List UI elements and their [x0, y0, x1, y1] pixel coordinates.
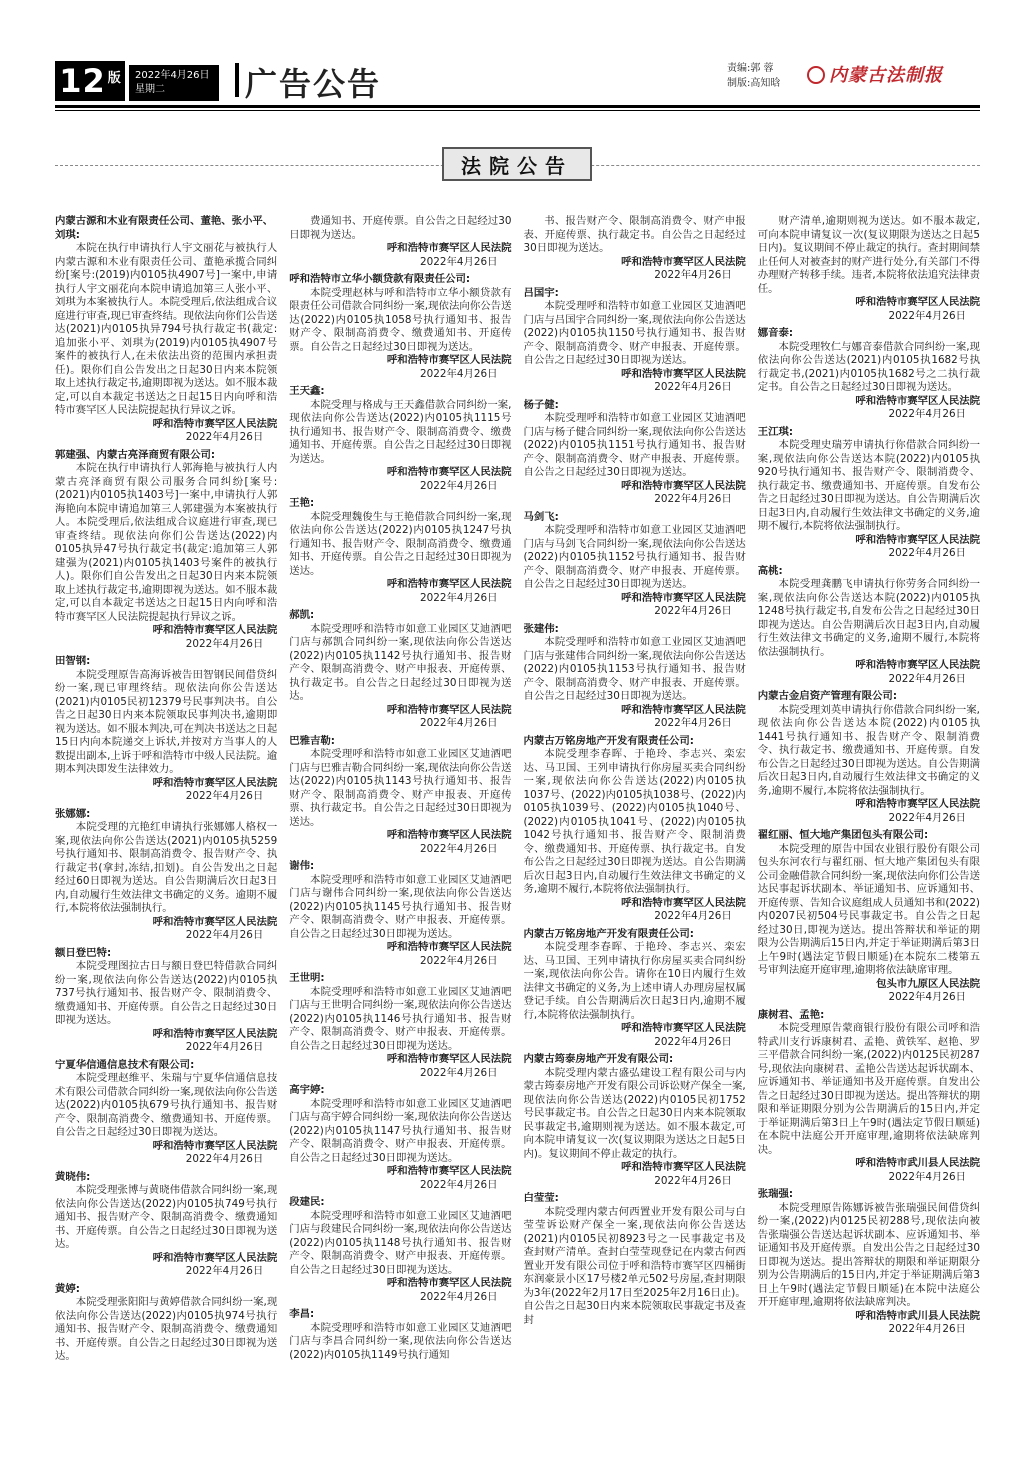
notice-addressee: 郭建强、内蒙古亮泽商贸有限公司: — [55, 448, 216, 461]
notice-date: 2022年4月26日 — [654, 1174, 732, 1187]
court-notice — [55, 655, 277, 804]
banner-title: 法院公告 — [442, 147, 592, 181]
notice-body: 本院受理牧仁与娜音泰借款合同纠纷一案,现依法向你公告送达(2021)内0105执1682号执行裁定书,(2021)内0105执1682号之二执行裁定书。自公告之日起经过30日即视为送达。 — [757, 340, 980, 393]
notice-addressee: 张娜娜: — [55, 807, 91, 820]
notice-date: 2022年4月26日 — [185, 790, 264, 802]
notice-addressee: 内蒙古金启资产管理有限公司: — [757, 690, 897, 702]
notice-addressee: 张瑞强: — [757, 1188, 794, 1200]
notice-date: 2022年4月26日 — [654, 269, 732, 281]
notice-date: 2022年4月26日 — [420, 1178, 498, 1191]
issue-date-block — [129, 65, 219, 101]
court-notice — [758, 1009, 980, 1185]
notice-column — [524, 215, 746, 1480]
notice-date: 2022年4月26日 — [888, 547, 966, 559]
court-notice — [55, 449, 277, 652]
notice-body: 费通知书、开庭传票。自公告之日起经过30日即视为送达。 — [289, 215, 512, 241]
court-notice — [524, 399, 746, 507]
notice-date: 2022年4月26日 — [420, 255, 498, 268]
notice-court: 呼和浩特市赛罕区人民法院 — [152, 1139, 278, 1152]
notice-body: 本院受理赵维平、朱瑞与宁夏华信通信息技术有限公司借款合同纠纷一案,现依法向你公告送达(2022)内0105执679号执行通知书、报告财产令、限制高消费令、缴费通知书、开庭传票。自公告之日起经过30日即视为送达。 — [55, 1072, 278, 1138]
editor-credits — [727, 61, 780, 91]
notice-body: 本院受理原告陈娜诉被告张瑞强民间借贷纠纷一案,(2022)内0125民初288号,现依法向被告张瑞强公告送达起诉状副本、应诉通知书、举证通知书及开庭传票。自发出公告之日起经过30日即视为送达。提出答辩状的期限和举证期限分别为公告期满后的15日内,并定于举证期满后第3日上午9时(遇法定节假日顺延)在本院中法庭公开开庭审理,逾期将依法缺席判决。 — [757, 1201, 980, 1308]
notice-date: 2022年4月26日 — [420, 717, 498, 729]
notice-column — [55, 215, 277, 1480]
notice-court: 呼和浩特市赛罕区人民法院 — [855, 659, 980, 671]
notice-addressee: 呼和浩特市立华小额贷款有限责任公司: — [289, 273, 471, 285]
court-notice — [758, 215, 980, 323]
notice-date: 2022年4月26日 — [654, 605, 732, 617]
notice-court: 呼和浩特市赛罕区人民法院 — [621, 896, 746, 909]
notice-court: 呼和浩特市赛罕区人民法院 — [855, 296, 980, 308]
notice-column — [758, 215, 980, 1480]
notice-date: 2022年4月26日 — [420, 1290, 498, 1303]
notice-date: 2022年4月26日 — [420, 842, 498, 855]
notice-court: 呼和浩特市赛罕区人民法院 — [386, 941, 512, 953]
notice-body: 本院受理呼和浩特市如意工业园区艾迪酒吧门店与王世明合同纠纷一案,现依法向你公告送达(2022)内0105执1146号执行通知书、报告财产令、限制高消费令、财产申报表、开庭传票。自公告之日起经过30日即视为送达。 — [289, 985, 512, 1052]
notice-addressee: 田智钢: — [55, 655, 91, 667]
notice-court: 呼和浩特市赛罕区人民法院 — [621, 1022, 746, 1034]
notice-addressee: 巴雅吉勒: — [289, 734, 335, 747]
court-notice — [289, 1308, 511, 1362]
notice-court: 呼和浩特市赛罕区人民法院 — [386, 703, 512, 716]
notice-addressee: 段建民: — [289, 1196, 325, 1208]
notice-addressee: 内蒙古万铭房地产开发有限责任公司: — [523, 734, 694, 747]
notice-date: 2022年4月26日 — [185, 1041, 264, 1053]
notice-body: 本院受理呼和浩特市如意工业园区艾迪酒吧门店与段建民合同纠纷一案,现依法向你公告送达(2022)内0105执1148号执行通知书、报告财产令、限制高消费令、财产申报表、开庭传票。自公告之日起经过30日即视为送达。 — [289, 1209, 512, 1276]
notice-date: 2022年4月26日 — [420, 1066, 498, 1079]
notice-court: 呼和浩特市赛罕区人民法院 — [621, 703, 746, 716]
notice-date: 2022年4月26日 — [185, 929, 264, 941]
notice-court: 呼和浩特市赛罕区人民法院 — [621, 479, 746, 492]
notice-date: 2022年4月26日 — [888, 811, 966, 824]
notice-addressee: 李昌: — [289, 1308, 315, 1320]
court-notice — [55, 947, 277, 1055]
notice-body: 本院受理原告高海诉被告田智钢民间借贷纠纷一案,现已审理终结。现依法向你公告送达(2021)内0105民初12379号民事判决书。自公告之日起30日内来本院领取民事判决书,逾期即视为送达。如不服本判决,可在判决书送达之日起15日内向本院递交上诉状,并按对方当事人的人数提出副本,上诉于呼和浩特市中级人民法院。逾期本判决即发生法律效力。 — [55, 668, 278, 775]
editor-name: 责编:郭 蓉 — [727, 63, 774, 74]
notice-addressee: 高宇婷: — [289, 1084, 325, 1096]
header-rule-thin — [55, 110, 980, 111]
notice-court: 呼和浩特市赛罕区人民法院 — [152, 776, 278, 789]
notice-date: 2022年4月26日 — [420, 591, 498, 604]
notice-addressee: 白莹莹: — [523, 1192, 559, 1204]
notice-court: 呼和浩特市赛罕区人民法院 — [855, 394, 980, 407]
notice-body: 财产清单,逾期则视为送达。如不服本裁定,可向本院申请复议一次(复议期限为送达之日起5日内)。复议期间不停止裁定的执行。查封期间禁止任何人对被查封的财产进行处分,有关部门不得办理财产转移手续。违者,本院将依法追究法律责任。 — [757, 215, 980, 295]
notice-body: 本院受理呼和浩特市如意工业园区艾迪酒吧门店与吕国宇合同纠纷一案,现依法向你公告送达(2022)内0105执1150号执行通知书、报告财产令、限制高消费令、财产申报表、开庭传票。自公告之日起经过30日即视为送达。 — [523, 300, 746, 366]
notice-addressee: 马剑飞: — [523, 510, 559, 523]
notice-body: 本院受理张博与黄晓伟借款合同纠纷一案,现依法向你公告送达(2022)内0105执749号执行通知书、报告财产令、限制高消费令、缴费通知书、开庭传票。自公告之日起经过30日即视为送达。 — [55, 1184, 278, 1250]
court-notice — [758, 565, 980, 687]
notice-date: 2022年4月26日 — [185, 431, 264, 443]
notice-date: 2022年4月26日 — [420, 367, 498, 380]
notice-body: 本院受理赵林与呼和浩特市立华小额贷款有限责任公司借款合同纠纷一案,现依法向你公告送达(2022)内0105执1058号执行通知书、报告财产令、限制高消费令、缴费通知书、开庭传票。自公告之日起经过30日即视为送达。 — [289, 286, 512, 353]
notice-body: 本院受理原告蒙商银行股份有限公司呼和浩特武川支行诉康树君、孟艳、黄铁军、赵艳、罗三平借款合同纠纷一案,(2022)内0125民初287号,现依法向康树君、孟艳公告送达起诉状副本、应诉通知书、举证通知书及开庭传票。自发出公告之日起经过30日即视为送达。提出答辩状的期限和举证期限分别为公告期满后的15日内,并定于举证期满后第3日上午9时(遇法定节假日顺延)在本院中法庭公开开庭审理,逾期将依法缺席判决。 — [757, 1022, 980, 1156]
notice-court: 呼和浩特市赛罕区人民法院 — [621, 367, 746, 380]
notice-addressee: 杨子健: — [523, 398, 559, 411]
notice-date: 2022年4月26日 — [888, 408, 966, 420]
notice-body: 本院受理呼和浩特市如意工业园区艾迪酒吧门店与李昌合同纠纷一案,现依法向你公告送达(2022)内0105执1149号执行通知 — [289, 1321, 512, 1361]
court-notice — [524, 215, 746, 283]
court-notice — [55, 808, 277, 943]
notice-date: 2022年4月26日 — [654, 717, 732, 729]
notice-court: 呼和浩特市赛罕区人民法院 — [386, 354, 512, 366]
notice-body: 本院受理李春晖、于艳玲、李志兴、栾宏达、马卫国、王列申请执行你房屋买卖合同纠纷一案,现依法向你公告送达(2022)内0105执1037号、(2022)内0105执1038号、(2022)内0105执1039号、(2022)内0105执1040号、(2022)内0105执1041号、(2022)内0105执1042号执行通知书、报告财产令、限制消费令、缴费通知书、开庭传票、执行裁定书。自发布公告之日起经过30日即视为送达。自公告期满后次日起3日内,自动履行生效法律文书确定的义务,逾期不履行,本院将依法强制执行。 — [523, 748, 746, 895]
page-number-box — [55, 61, 125, 101]
court-notice — [289, 385, 511, 493]
court-notice-banner — [55, 145, 980, 185]
court-notice — [289, 1084, 511, 1192]
notice-body: 本院受理张阳阳与黄婷借款合同纠纷一案,现依法向你公告送达(2022)内0105执974号执行通知书、报告财产令、限制高消费令、缴费通知书、开庭传票。自公告之日起经过30日即视为送达。 — [55, 1296, 278, 1362]
issue-date: 2022年4月26日 — [135, 70, 210, 81]
notice-court: 呼和浩特市赛罕区人民法院 — [152, 624, 278, 636]
notice-date: 2022年4月26日 — [888, 1323, 966, 1335]
court-notice — [289, 497, 511, 605]
court-notice — [524, 735, 746, 924]
notice-body: 本院受理李春晖、于艳玲、李志兴、栾宏达、马卫国、王列申请执行你房屋买卖合同纠纷一案,现依法向你公告。请你在10日内履行生效法律文书确定的义务,为上述申请人办理房屋权属登记手续。自公告期满后次日起3日内,逾期不履行,本院将依法强制执行。 — [523, 941, 746, 1021]
notice-body: 本院受理刘英申请执行你借款合同纠纷一案,现依法向你公告送达本院(2022)内0105执1441号执行通知书、报告财产令、限制消费令、执行裁定书、缴费通知书、开庭传票。自发布公告之日起经过30日即视为送达。自公告期满后次日起3日内,自动履行生效法律文书确定的义务,逾期不履行,本院将依法强制执行。 — [757, 703, 980, 797]
court-notice — [524, 1053, 746, 1188]
court-notice — [524, 928, 746, 1050]
notice-body: 本院在执行申请执行人郭海艳与被执行人内蒙古亮泽商贸有限公司服务合同纠纷[案号:(2021)内0105执1403号]一案中,申请执行人郭海艳向本院申请追加第三人郭建强为本案被执行人。本院受理后,依法组成合议庭进行审查,现已审查终结。现依法向你们公告送达(2022)内0105执异47号执行裁定书(裁定:追加第三人郭建强为(2021)内0105执1403号案件的被执行人)。限你们自公告发出之日起30日内来本院领取上述执行裁定书,逾期即视为送达。如不服本裁定,可以自本裁定书送达之日起15日内向呼和浩特市赛罕区人民法院提起执行异议之诉。 — [55, 462, 278, 623]
section-title: 广告公告 — [245, 65, 382, 103]
court-notice — [55, 1283, 277, 1364]
notice-addressee: 翟红丽、恒大地产集团包头有限公司: — [757, 829, 929, 841]
notice-column — [289, 215, 511, 1480]
notice-addressee: 谢伟: — [289, 860, 315, 872]
designer-name: 制版:高知晗 — [727, 78, 781, 89]
court-notice — [758, 829, 980, 1005]
court-notice — [524, 511, 746, 619]
notice-date: 2022年4月26日 — [888, 991, 966, 1003]
notice-date: 2022年4月26日 — [185, 1153, 264, 1165]
newspaper-logo — [807, 61, 943, 87]
notice-addressee: 康树君、孟艳: — [757, 1008, 825, 1021]
notice-addressee: 张建伟: — [523, 622, 559, 635]
notice-court: 呼和浩特市赛罕区人民法院 — [152, 1251, 278, 1264]
notice-addressee: 王天鑫: — [289, 385, 325, 397]
notice-date: 2022年4月26日 — [654, 493, 732, 505]
court-notice — [55, 215, 277, 445]
court-notice — [758, 690, 980, 825]
notice-court: 包头市九原区人民法院 — [876, 977, 980, 990]
logo-emblem-icon — [807, 66, 825, 84]
notice-addressee: 王艳: — [289, 497, 315, 509]
notice-body: 本院受理的原告中国农业银行股份有限公司包头东河农行与翟红丽、恒大地产集团包头有限公司金融借款合同纠纷一案,现依法向你们公告送达民事起诉状副本、举证通知书、应诉通知书、开庭传票、告知合议庭组成人员通知书和(2022)内0207民初504号民事裁定书。自公告之日起经过30日,即视为送达。提出答辩状和举证的期限为公告期满后15日内,并定于举证期满后第3日上午9时(遇法定节假日顺延)在本院东二楼第五号审判法庭开庭审理,逾期将依法缺席审理。 — [757, 842, 980, 976]
issue-weekday: 星期二 — [135, 84, 165, 95]
notice-body: 本院受理与格成与王天鑫借款合同纠纷一案,现依法向你公告送达(2022)内0105执1115号执行通知书、报告财产令、限制高消费令、缴费通知书、开庭传票。自公告之日起经过30日即视为送达。 — [289, 398, 512, 465]
notice-addressee: 黄婷: — [55, 1282, 80, 1295]
notice-body: 本院受理史瑞芳申请执行你借款合同纠纷一案,现依法向你公告送达本院(2022)内0105执920号执行通知书、报告财产令、限制消费令、执行裁定书、缴费通知书、开庭传票。自发布公告之日起经过30日即视为送达。自公告期满后次日起3日内,自动履行生效法律文书确定的义务,逾期不履行,本院将依法强制执行。 — [757, 439, 980, 532]
notice-court: 呼和浩特市武川县人民法院 — [855, 1309, 980, 1322]
court-notice — [289, 273, 511, 381]
court-notice — [524, 1192, 746, 1327]
notice-date: 2022年4月26日 — [888, 672, 966, 685]
notice-addressee: 黄晓伟: — [55, 1170, 91, 1183]
notice-court: 呼和浩特市赛罕区人民法院 — [152, 1027, 278, 1040]
court-notice — [289, 860, 511, 968]
court-notice — [289, 609, 511, 731]
court-notice — [758, 426, 980, 561]
notice-court: 呼和浩特市赛罕区人民法院 — [855, 533, 980, 546]
notice-addressee: 额日登巴特: — [55, 946, 112, 959]
notice-court: 呼和浩特市武川县人民法院 — [855, 1157, 980, 1169]
notice-court: 呼和浩特市赛罕区人民法院 — [386, 1053, 512, 1065]
notice-addressee: 吕国宇: — [523, 286, 559, 299]
notice-court: 呼和浩特市赛罕区人民法院 — [386, 1277, 512, 1289]
notice-date: 2022年4月26日 — [654, 381, 732, 393]
notice-court: 呼和浩特市赛罕区人民法院 — [855, 798, 980, 810]
notice-date: 2022年4月26日 — [888, 309, 966, 322]
notice-court: 呼和浩特市赛罕区人民法院 — [386, 242, 512, 254]
notice-court: 呼和浩特市赛罕区人民法院 — [152, 915, 278, 928]
notice-date: 2022年4月26日 — [185, 1265, 264, 1277]
notice-body: 本院受理魏俊生与王艳借款合同纠纷一案,现依法向你公告送达(2022)内0105执1247号执行通知书、报告财产令、限制高消费令、缴费通知书、开庭传票。自公告之日起经过30日即视为送达。 — [289, 510, 512, 577]
notice-body: 本院受理呼和浩特市如意工业园区艾迪酒吧门店与马剑飞合同纠纷一案,现依法向你公告送达(2022)内0105执1152号执行通知书、报告财产令、限制高消费令、财产申报表、开庭传票。自公告之日起经过30日即视为送达。 — [523, 524, 746, 590]
notice-body: 本院受理内蒙古盛弘建设工程有限公司与内蒙古筠泰房地产开发有限公司诉讼财产保全一案,现依法向你公告送达(2022)内0105民初1752号民事裁定书。自公告之日起30日内来本院领取民事裁定书,逾期则视为送达。如不服本裁定,可向本院申请复议一次(复议期限为送达之日起5日内)。复议期间不停止裁定的执行。 — [523, 1066, 746, 1160]
notice-body: 本院受理呼和浩特市如意工业园区艾迪酒吧门店与谢伟合同纠纷一案,现依法向你公告送达(2022)内0105执1145号执行通知书、报告财产令、限制高消费令、财产申报表、开庭传票。自公告之日起经过30日即视为送达。 — [289, 873, 512, 940]
notice-court: 呼和浩特市赛罕区人民法院 — [621, 591, 746, 604]
notice-body: 本院受理图拉古日与额日登巴特借款合同纠纷一案,现依法向你公告送达(2022)内0105执737号执行通知书、报告财产令、限制消费令、缴费通知书、开庭传票。自公告之日起经过30日即视为送达。 — [55, 960, 278, 1026]
notice-court: 呼和浩特市赛罕区人民法院 — [621, 1161, 746, 1173]
notice-body: 本院在执行申请执行人宇文丽花与被执行人内蒙古源和木业有限责任公司、董艳承揽合同纠纷[案号:(2019)内0105执4907号]一案中,申请执行人宇文丽花向本院申请追加第三人张小平、刘琪为本案被执行人。本院受理后,依法组成合议庭进行审查,现已审查终结。现依法向你们公告送达(2021)内0105执异794号执行裁定书(裁定:追加张小平、刘琪为(2019)内0105执4907号案件的被执行人,在未依法出资的范围内承担责任)。限你们自公告发出之日起30日内来本院领取上述执行裁定书,逾期即视为送达。如不服本裁定,可以自本裁定书送达之日起15日内向呼和浩特市赛罕区人民法院提起执行异议之诉。 — [55, 242, 278, 416]
notice-body: 本院受理呼和浩特市如意工业园区艾迪酒吧门店与杨子健合同纠纷一案,现依法向你公告送达(2022)内0105执1151号执行通知书、报告财产令、限制高消费令、财产申报表、开庭传票。自公告之日起经过30日即视为送达。 — [523, 412, 746, 478]
notice-addressee: 宁夏华信通信息技术有限公司: — [55, 1058, 195, 1071]
notice-date: 2022年4月26日 — [420, 954, 498, 967]
notice-addressee: 王江琪: — [757, 425, 794, 438]
notice-columns — [55, 215, 980, 1480]
court-notice — [289, 972, 511, 1080]
notice-court: 呼和浩特市赛罕区人民法院 — [386, 1165, 512, 1177]
notice-body: 本院受理呼和浩特市如意工业园区艾迪酒吧门店与高宇婷合同纠纷一案,现依法向你公告送达(2022)内0105执1147号执行通知书、报告财产令、限制高消费令、财产申报表、开庭传票。自公告之日起经过30日即视为送达。 — [289, 1097, 512, 1164]
court-notice — [289, 215, 511, 269]
header-rule — [55, 105, 980, 108]
notice-court: 呼和浩特市赛罕区人民法院 — [386, 829, 512, 841]
notice-body: 本院受理龚鹏飞申请执行你劳务合同纠纷一案,现依法向你公告送达本院(2022)内0105执1248号执行裁定书,自发布公告之日起经过30日即视为送达。自公告期满后次日起3日内,自动履行生效法律文书确定的义务,逾期不履行,本院将依法强制执行。 — [757, 578, 980, 658]
section-title-bar — [235, 63, 239, 97]
page-number: 12 — [59, 62, 106, 100]
notice-body: 本院受理的亢艳红申请执行张娜娜人格权一案,现依法向你公告送达(2021)内0105执5259号执行通知书、限制高消费令、报告财产令、执行裁定书(拿封,冻结,扣划)。自公告发出之日起经过60日即视为送达。自公告期满后次日起3日内,自动履行生效法律文书确定的义务。逾期不履行,本院将依法强制执行。 — [55, 821, 278, 914]
masthead — [55, 55, 980, 107]
notice-addressee: 王世明: — [289, 972, 325, 984]
notice-court: 呼和浩特市赛罕区人民法院 — [152, 417, 278, 430]
notice-addressee: 高桃: — [757, 564, 783, 577]
notice-body: 本院受理呼和浩特市如意工业园区艾迪酒吧门店与郝凯合同纠纷一案,现依法向你公告送达(2022)内0105执1142号执行通知书、报告财产令、限制高消费令、财产申报表、开庭传票、执行裁定书。自公告之日起经过30日即视为送达。 — [289, 622, 512, 702]
notice-court: 呼和浩特市赛罕区人民法院 — [621, 255, 746, 268]
notice-addressee: 内蒙古筠泰房地产开发有限公司: — [523, 1053, 674, 1065]
notice-addressee: 内蒙古源和木业有限责任公司、董艳、张小平、刘琪: — [55, 215, 274, 241]
notice-body: 本院受理内蒙古何西置业开发有限公司与白莹莹诉讼财产保全一案,现依法向你公告送达(2021)内0105民初8923号之一民事裁定书及查封财产清单。查封白莹莹现登记在内蒙古何西置业开发有限公司位于呼和浩特市赛罕区四桶街东润豪景小区17号楼2单元502号房屋,查封期限为3年(2022年2月17日至2025年2月16日止)。自公告之日起30日内来本院领取民事裁定书及查封 — [523, 1205, 746, 1326]
court-notice — [524, 287, 746, 395]
notice-court: 呼和浩特市赛罕区人民法院 — [386, 578, 512, 590]
court-notice — [55, 1059, 277, 1167]
court-notice — [55, 1171, 277, 1279]
notice-addressee: 内蒙古万铭房地产开发有限责任公司: — [523, 927, 694, 940]
notice-date: 2022年4月26日 — [420, 479, 498, 492]
court-notice — [289, 1196, 511, 1304]
notice-body: 本院受理呼和浩特市如意工业园区艾迪酒吧门店与张建伟合同纠纷一案,现依法向你公告送达(2022)内0105执1153号执行通知书、报告财产令、限制高消费令、财产申报表、开庭传票。自公告之日起经过30日即视为送达。 — [523, 636, 746, 702]
court-notice — [758, 327, 980, 422]
notice-addressee: 娜音泰: — [757, 327, 794, 339]
notice-date: 2022年4月26日 — [185, 637, 264, 650]
court-notice — [758, 1188, 980, 1337]
court-notice — [524, 623, 746, 731]
notice-date: 2022年4月26日 — [654, 910, 732, 922]
notice-court: 呼和浩特市赛罕区人民法院 — [386, 466, 512, 478]
notice-addressee: 郝凯: — [289, 609, 315, 621]
notice-body: 书、报告财产令、限制高消费令、财产申报表、开庭传票、执行裁定书。自公告之日起经过30日即视为送达。 — [523, 215, 746, 254]
notice-date: 2022年4月26日 — [888, 1170, 966, 1183]
newspaper-name: 内蒙古法制报 — [829, 65, 943, 86]
notice-date: 2022年4月26日 — [654, 1035, 732, 1048]
court-notice — [289, 735, 511, 857]
notice-body: 本院受理呼和浩特市如意工业园区艾迪酒吧门店与巴雅吉勒合同纠纷一案,现依法向你公告送达(2022)内0105执1143号执行通知书、报告财产令、限制高消费令、财产申报表、开庭传票、执行裁定书。自公告之日起经过30日即视为送达。 — [289, 748, 512, 828]
page-suffix: 版 — [107, 70, 121, 86]
